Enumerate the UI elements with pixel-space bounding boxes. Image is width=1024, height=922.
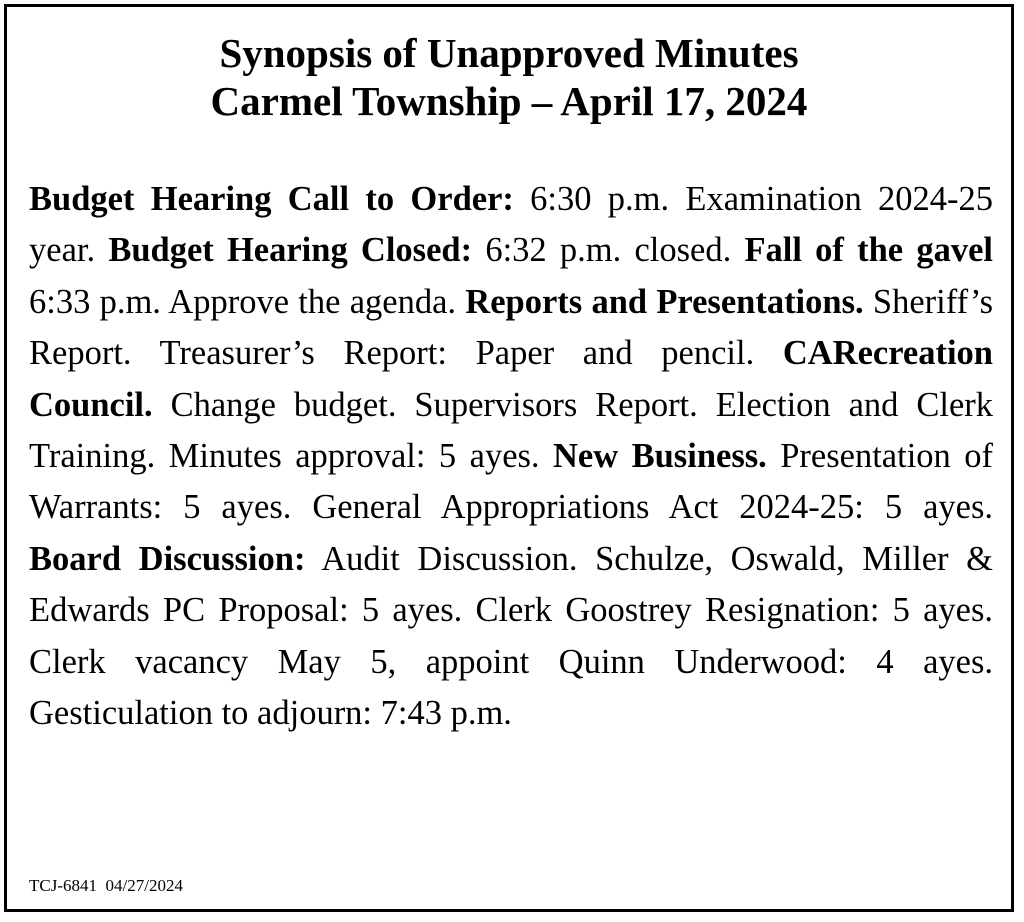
text-segment: Presentation of Warrants: 5 ayes. General Appropriations Act 2024-25: 5 ayes. — [29, 437, 993, 527]
heading-budget-hearing-closed: Budget Hearing Closed: — [108, 231, 473, 270]
text-segment: 6:33 p.m. Approve the agenda. — [29, 282, 466, 321]
legal-notice — [4, 4, 1014, 912]
heading-budget-hearing-call-to-order: Budget Hearing Call to Order: — [29, 180, 514, 218]
notice-code: TCJ-6841 — [29, 876, 97, 895]
title-line-1: Synopsis of Unapproved Minutes — [219, 30, 799, 76]
publication-date: 04/27/2024 — [105, 876, 183, 895]
text-segment: Sheriff’s Report. Treasurer’s Report: Paper and pencil. — [29, 282, 993, 373]
heading-reports-and-presentations: Reports and Presentations. — [465, 282, 864, 321]
notice-footer — [29, 876, 183, 896]
heading-carecreation-council: CARecreation Council. — [29, 334, 993, 424]
minutes-body — [29, 174, 993, 739]
title-line-2: Carmel Township – April 17, 2024 — [210, 78, 808, 124]
text-segment: Audit Discussion. Schulze, Oswald, Miller & Edwards PC Proposal: 5 ayes. Clerk Goostrey Resignation: 5 ayes. Clerk vacancy May 5, appoint Quinn Underwood: 4 ayes. Gesticulation to adjourn: 7:43 p.m. — [29, 539, 993, 733]
heading-board-discussion: Board Discussion: — [29, 539, 306, 578]
heading-fall-of-the-gavel: Fall of the gavel — [744, 231, 993, 270]
text-segment: Change budget. Supervisors Report. Election and Clerk Training. Minutes approval: 5 ayes. — [29, 385, 993, 476]
notice-title — [7, 29, 1011, 125]
text-segment: 6:30 p.m. Examination 2024-25 year. — [29, 180, 993, 270]
text-segment: 6:32 p.m. closed. — [472, 231, 745, 270]
heading-new-business: New Business. — [553, 437, 767, 476]
